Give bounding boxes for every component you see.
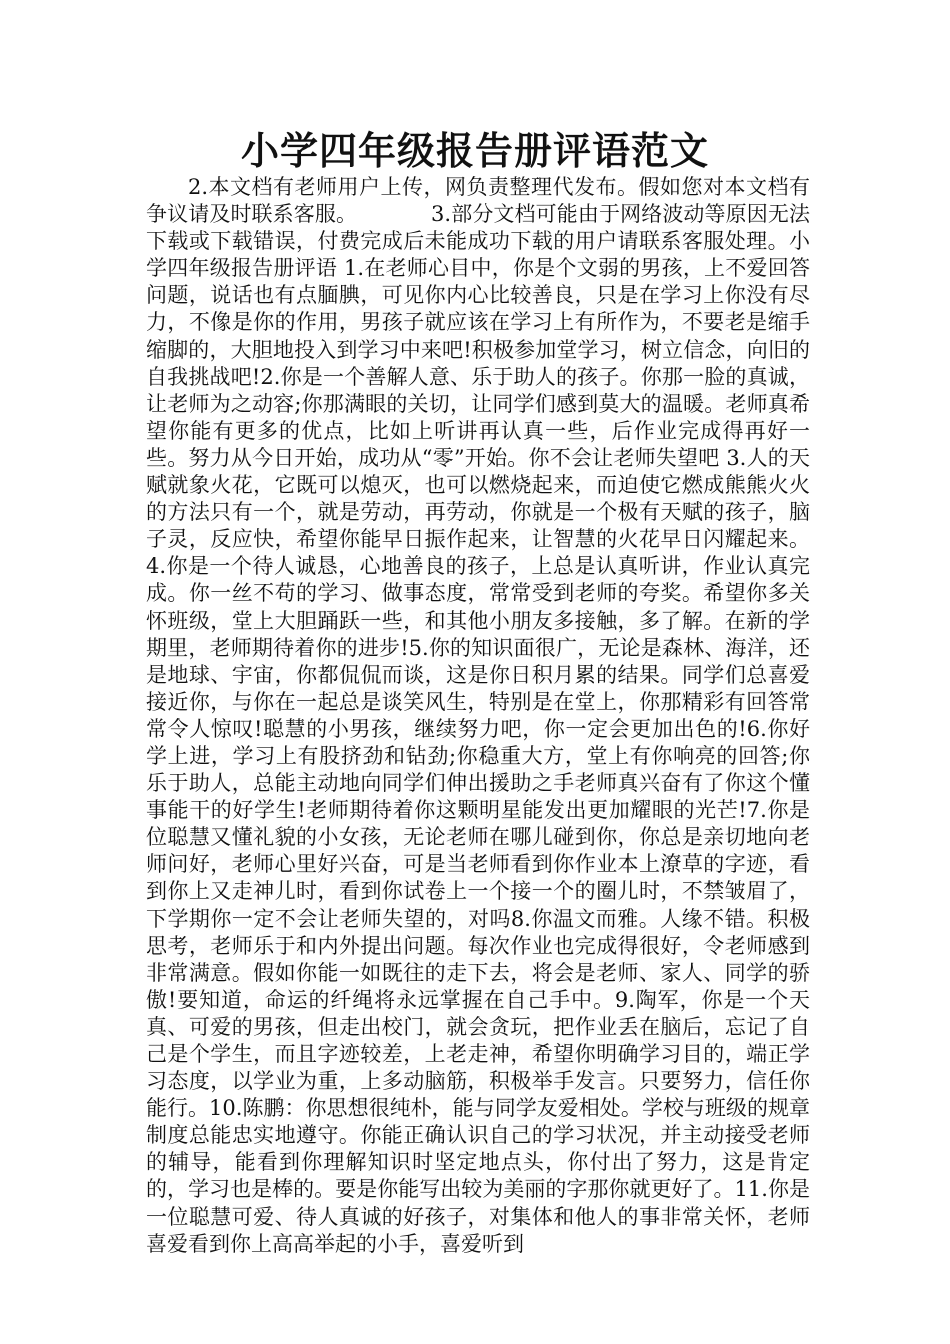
document-title: 小学四年级报告册评语范文 bbox=[240, 129, 709, 173]
document-body-text: 2.本文档有老师用户上传，网负责整理代发布。假如您对本文档有争议请及时联系客服。 3.部分文档可能由于网络波动等原因无法下载或下载错误，付费完成后未能成功下载的用户请联系客服处理。小学四年级报告册评语 1.在老师心目中，你是个文弱的男孩，上不爱回答问题，说话也有点腼腆，可见你内心比较善良，只是在学习上你没有尽力，不像是你的作用，男孩子就应该在学习上有所作为，不要老是缩手缩脚的，大胆地投入到学习中来吧!积极参加堂学习，树立信念，向旧的自我挑战吧!2.你是一个善解人意、乐于助人的孩子。你那一脸的真诚，让老师为之动容;你那满眼的关切，让同学们感到莫大的温暖。老师真希望你能有更多的优点，比如上听讲再认真一些，后作业完成得再好一些。努力从今日开始，成功从“零”开始。你不会让老师失望吧 3.人的天赋就象火花，它既可以熄灭，也可以燃烧起来，而迫使它燃成熊熊火火的方法只有一个，就是劳动，再劳动，你就是一个极有天赋的孩子，脑子灵，反应快，希望你能早日振作起来，让智慧的火花早日闪耀起来。4.你是一个待人诚恳，心地善良的孩子，上总是认真听讲，作业认真完成。你一丝不苟的学习、做事态度，常常受到老师的夸奖。希望你多关怀班级，堂上大胆踊跃一些，和其他小朋友多接触，多了解。在新的学期里，老师期待着你的进步!5.你的知识面很广，无论是森林、海洋，还是地球、宇宙，你都侃侃而谈，这是你日积月累的结果。同学们总喜爱接近你，与你在一起总是谈笑风生，特别是在堂上，你那精彩有回答常常令人惊叹!聪慧的小男孩，继续努力吧，你一定会更加出色的!6.你好学上进，学习上有股挤劲和钻劲;你稳重大方，堂上有你响亮的回答;你乐于助人，总能主动地向同学们伸出援助之手老师真兴奋有了你这个懂事能干的好学生!老师期待着你这颗明星能发出更加耀眼的光芒!7.你是位聪慧又懂礼貌的小女孩，无论老师在哪儿碰到你，你总是亲切地向老师问好，老师心里好兴奋，可是当老师看到你作业本上潦草的字迹，看到你上又走神儿时，看到你试卷上一个接一个的圈儿时，不禁皱眉了，下学期你一定不会让老师失望的，对吗8.你温文而雅。人缘不错。积极思考，老师乐于和内外提出问题。每次作业也完成得很好，令老师感到非常满意。假如你能一如既往的走下去，将会是老师、家人、同学的骄傲!要知道，命运的纤绳将永远掌握在自己手中。9.陶军，你是一个天真、可爱的男孩，但走出校门，就会贪玩，把作业丢在脑后，忘记了自己是个学生，而且字迹较差，上老走神，希望你明确学习目的，端正学习态度，以学业为重，上多动脑筋，积极举手发言。只要努力，信任你能行。10.陈鹏：你思想很纯朴，能与同学友爱相处。学校与班级的规章制度总能忠实地遵守。你能正确认识自己的学习状况，并主动接受老师的辅导，能看到你理解知识时坚定地点头，你付出了努力，这是肯定的，学习也是棒的。要是你能写出较为美丽的字那你就更好了。11.你是一位聪慧可爱、待人真诚的好孩子，对集体和他人的事非常关怀，老师喜爱看到你上高高举起的小手，喜爱听到 bbox=[146, 175, 810, 1256]
